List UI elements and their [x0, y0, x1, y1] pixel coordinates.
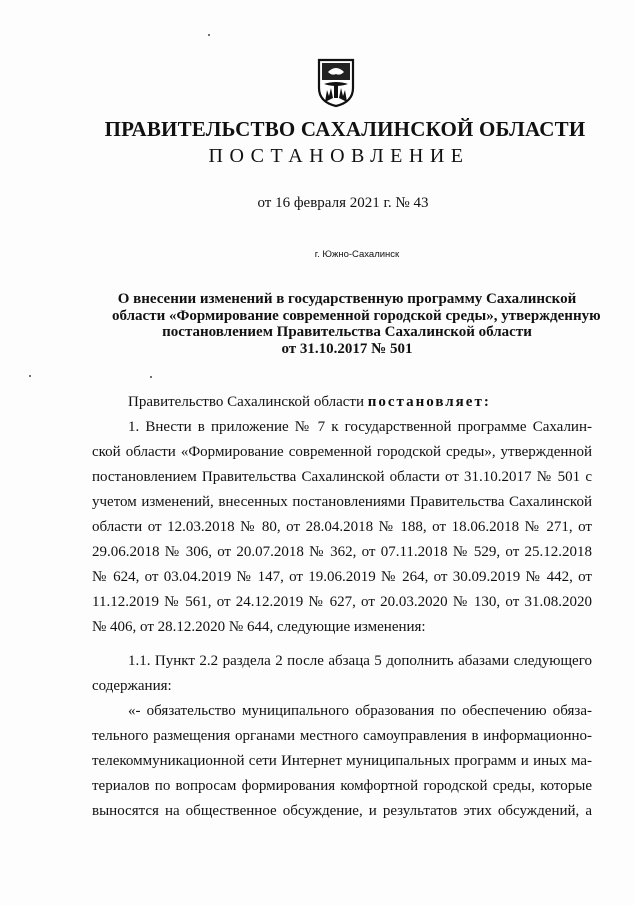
scan-speck	[150, 376, 152, 378]
body-line: ской области «Формирование современной городской среды», утвержденной	[92, 444, 592, 460]
preamble-keyword: постановляет:	[367, 394, 491, 410]
body-line: тельного размещения органами местного самоуправления в информационно-	[92, 728, 592, 744]
body-line: 11.12.2019 № 561, от 24.12.2019 № 627, от 20.03.2020 № 130, от 31.08.2020	[92, 594, 592, 610]
body-line: постановлением Правительства Сахалинской области от 31.10.2017 № 501 с	[92, 469, 592, 485]
body-line: териалов по вопросам формирования комфортной городской среды, которые	[92, 778, 592, 794]
body-line: 29.06.2018 № 306, от 20.07.2018 № 362, от 07.11.2018 № 529, от 25.12.2018	[92, 544, 592, 560]
preamble-paragraph	[128, 394, 592, 411]
body-line: № 406, от 28.12.2020 № 644, следующие изменения:	[92, 619, 426, 635]
body-line: области от 12.03.2018 № 80, от 28.04.2018 № 188, от 18.06.2018 № 271, от	[92, 519, 592, 535]
body-line: выносятся на общественное обсуждение, и результатов этих обсуждений, а	[92, 803, 592, 819]
subject-line: постановлением Правительства Сахалинской области	[162, 324, 532, 340]
scan-speck	[208, 34, 210, 36]
government-title: ПРАВИТЕЛЬСТВО САХАЛИНСКОЙ ОБЛАСТИ	[104, 117, 586, 141]
preamble-text: Правительство Сахалинской области	[128, 394, 368, 410]
body-line: 1. Внести в приложение № 7 к государственной программе Сахалин-	[128, 419, 592, 435]
subject-line: О внесении изменений в государственную программу Сахалинской	[117, 291, 577, 307]
subject-line: от 31.10.2017 № 501	[281, 340, 413, 357]
document-city: г. Южно-Сахалинск	[314, 249, 400, 260]
document-date-number: от 16 февраля 2021 г. № 43	[257, 195, 429, 211]
document-type: ПОСТАНОВЛЕНИЕ	[208, 145, 470, 167]
body-line: учетом изменений, внесенных постановлениями Правительства Сахалинской	[92, 494, 592, 510]
scan-speck	[29, 375, 31, 377]
body-line: содержания:	[92, 678, 172, 694]
sakhalin-coat-of-arms-icon	[316, 58, 356, 108]
body-line: телекоммуникационной сети Интернет муниципальных программ и иных ма-	[92, 753, 592, 769]
body-line: 1.1. Пункт 2.2 раздела 2 после абзаца 5 дополнить абазами следующего	[128, 653, 592, 669]
body-line: «- обязательство муниципального образования по обеспечению обяза-	[128, 703, 592, 719]
subject-line: области «Формирование современной городской среды», утвержденную	[112, 307, 601, 324]
body-line: № 624, от 03.04.2019 № 147, от 19.06.2019 № 264, от 30.09.2019 № 442, от	[92, 569, 592, 585]
document-subject	[112, 291, 601, 357]
